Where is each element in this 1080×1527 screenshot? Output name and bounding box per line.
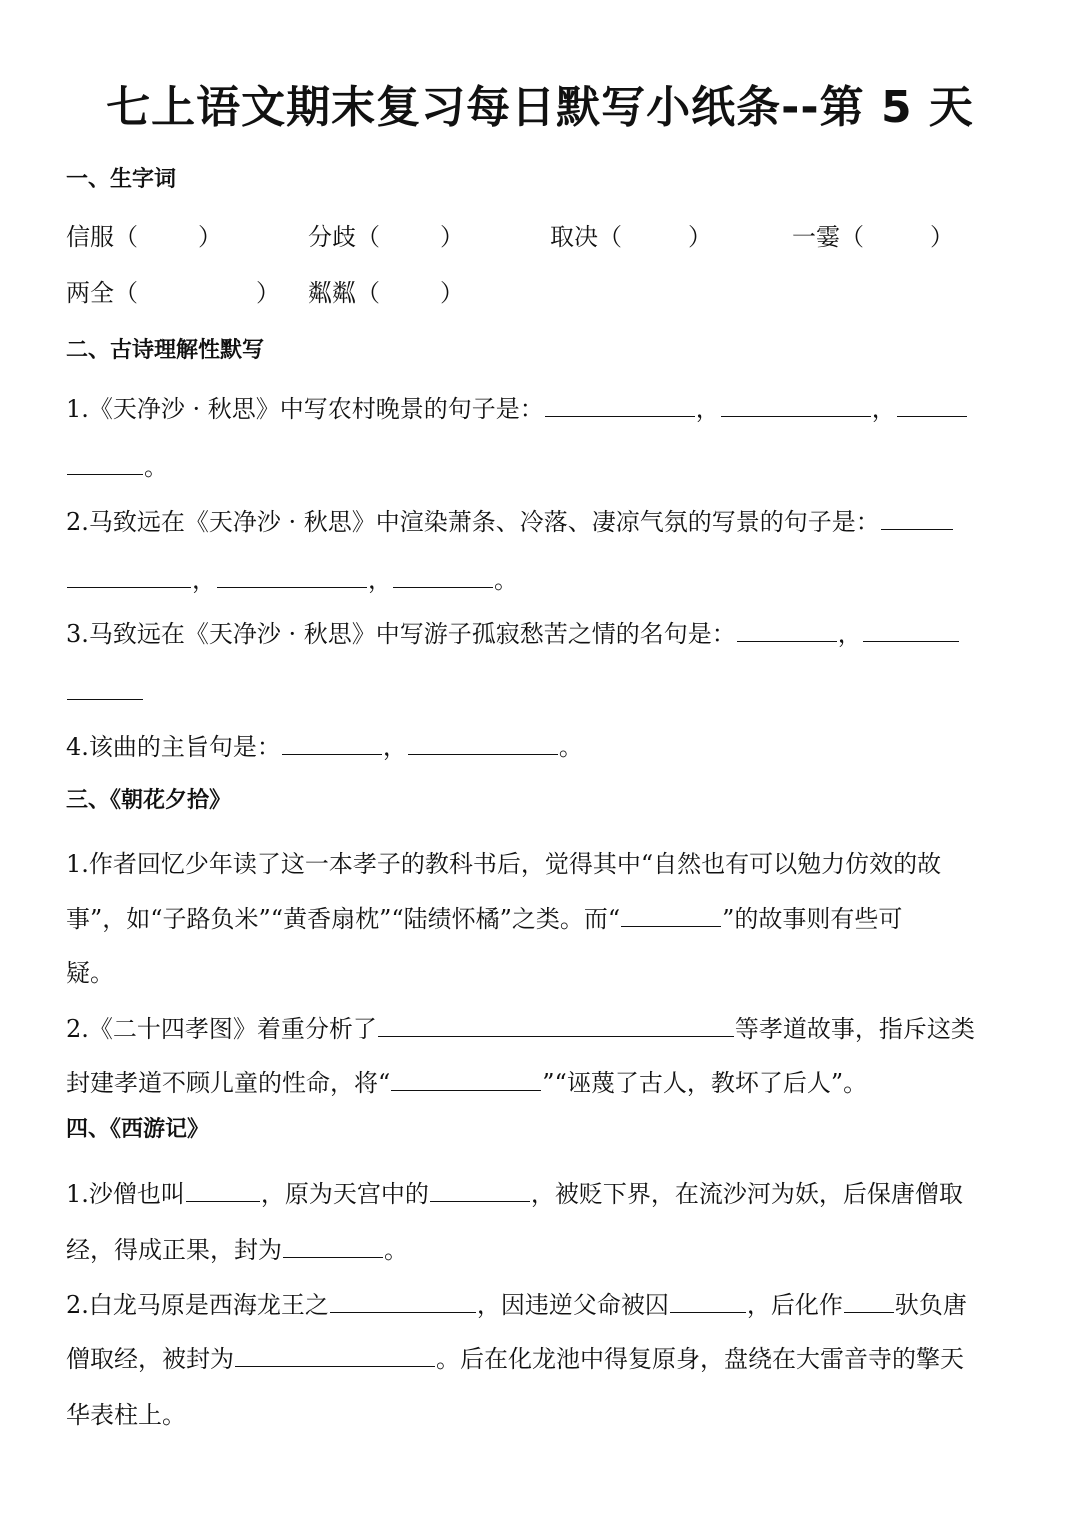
poetry-question-1-line-2: 。 <box>66 450 1016 484</box>
page-title: 七上语文期末复习每日默写小纸条--第 5 天 <box>106 82 974 133</box>
xiyouji-question-1-line-1: 1.沙僧也叫 ，原为天宫中的 ，被贬下界，在流沙河为妖，后保唐僧取 <box>66 1180 963 1208</box>
section-heading-zhaohua: 三、《朝花夕拾》 <box>66 788 232 813</box>
blank-line <box>545 394 695 417</box>
vocab-item: 一霎（ ） <box>792 223 954 251</box>
zhaohua-question-1-line-2: 事”，如“子路负米”“黄香扇枕”“陆绩怀橘”之类。而“ ”的故事则有些可 <box>66 905 903 933</box>
zhaohua-question-2-line-1: 2.《二十四孝图》着重分析了 等孝道故事，指斥这类 <box>66 1015 975 1043</box>
section-heading-xiyouji: 四、《西游记》 <box>66 1117 210 1142</box>
zhaohua-question-1-line-3: 疑。 <box>66 959 114 987</box>
blank-line <box>881 507 953 530</box>
xiyouji-question-2-line-1: 2.白龙马原是西海龙王之 ，因违逆父命被囚 ，后化作 驮负唐 <box>66 1291 967 1319</box>
blank-line <box>844 1290 894 1313</box>
blank-line <box>670 1290 746 1313</box>
blank-line <box>217 565 367 588</box>
blank-line <box>737 619 837 642</box>
section-heading-poetry: 二、古诗理解性默写 <box>66 338 265 363</box>
vocab-item: 取决（ ） <box>550 223 712 251</box>
poetry-question-4: 4.该曲的主旨句是： ， 。 <box>66 733 583 761</box>
blank-line <box>721 394 871 417</box>
section-heading-vocabulary: 一、生字词 <box>66 167 177 192</box>
xiyouji-question-2-line-2: 僧取经，被封为 。后在化龙池中得复原身，盘绕在大雷音寺的擎天 <box>66 1345 964 1373</box>
blank-line <box>378 1014 734 1037</box>
vocab-item: 两全（ ） <box>66 279 280 307</box>
zhaohua-question-2-line-2: 封建孝道不顾儿童的性命，将“ ”“诬蔑了古人，教坏了后人”。 <box>66 1069 868 1097</box>
blank-line <box>897 394 967 417</box>
vocab-item: 信服（ ） <box>66 223 222 251</box>
blank-line <box>430 1179 530 1202</box>
blank-line <box>282 732 382 755</box>
blank-line <box>235 1344 435 1367</box>
blank-line <box>67 677 143 700</box>
blank-line <box>621 904 721 927</box>
xiyouji-question-1-line-2: 经，得成正果，封为 。 <box>66 1236 408 1264</box>
blank-line <box>408 732 558 755</box>
poetry-question-2-line-2: ， ， 。 <box>66 563 1016 597</box>
poetry-question-3-line-1: 3.马致远在《天净沙 · 秋思》中写游子孤寂愁苦之情的名句是： ， <box>66 617 1016 651</box>
zhaohua-question-1-line-1: 1.作者回忆少年读了这一本孝子的教科书后，觉得其中“自然也有可以勉力仿效的故 <box>66 850 942 878</box>
blank-line <box>67 565 191 588</box>
blank-line <box>283 1235 383 1258</box>
blank-line <box>67 452 143 475</box>
blank-line <box>391 1068 541 1091</box>
blank-line <box>330 1290 476 1313</box>
blank-line <box>863 619 959 642</box>
poetry-question-2-line-1: 2.马致远在《天净沙 · 秋思》中渲染萧条、冷落、凄凉气氛的写景的句子是： <box>66 505 1016 539</box>
vocab-item: 分歧（ ） <box>308 223 464 251</box>
vocab-item: 粼粼（ ） <box>308 279 464 307</box>
poetry-question-3-line-2 <box>66 675 1016 709</box>
blank-line <box>186 1179 260 1202</box>
xiyouji-question-2-line-3: 华表柱上。 <box>66 1401 186 1429</box>
blank-line <box>393 565 493 588</box>
poetry-question-1-line-1: 1.《天净沙 · 秋思》中写农村晚景的句子是： ， ， <box>66 392 1016 426</box>
